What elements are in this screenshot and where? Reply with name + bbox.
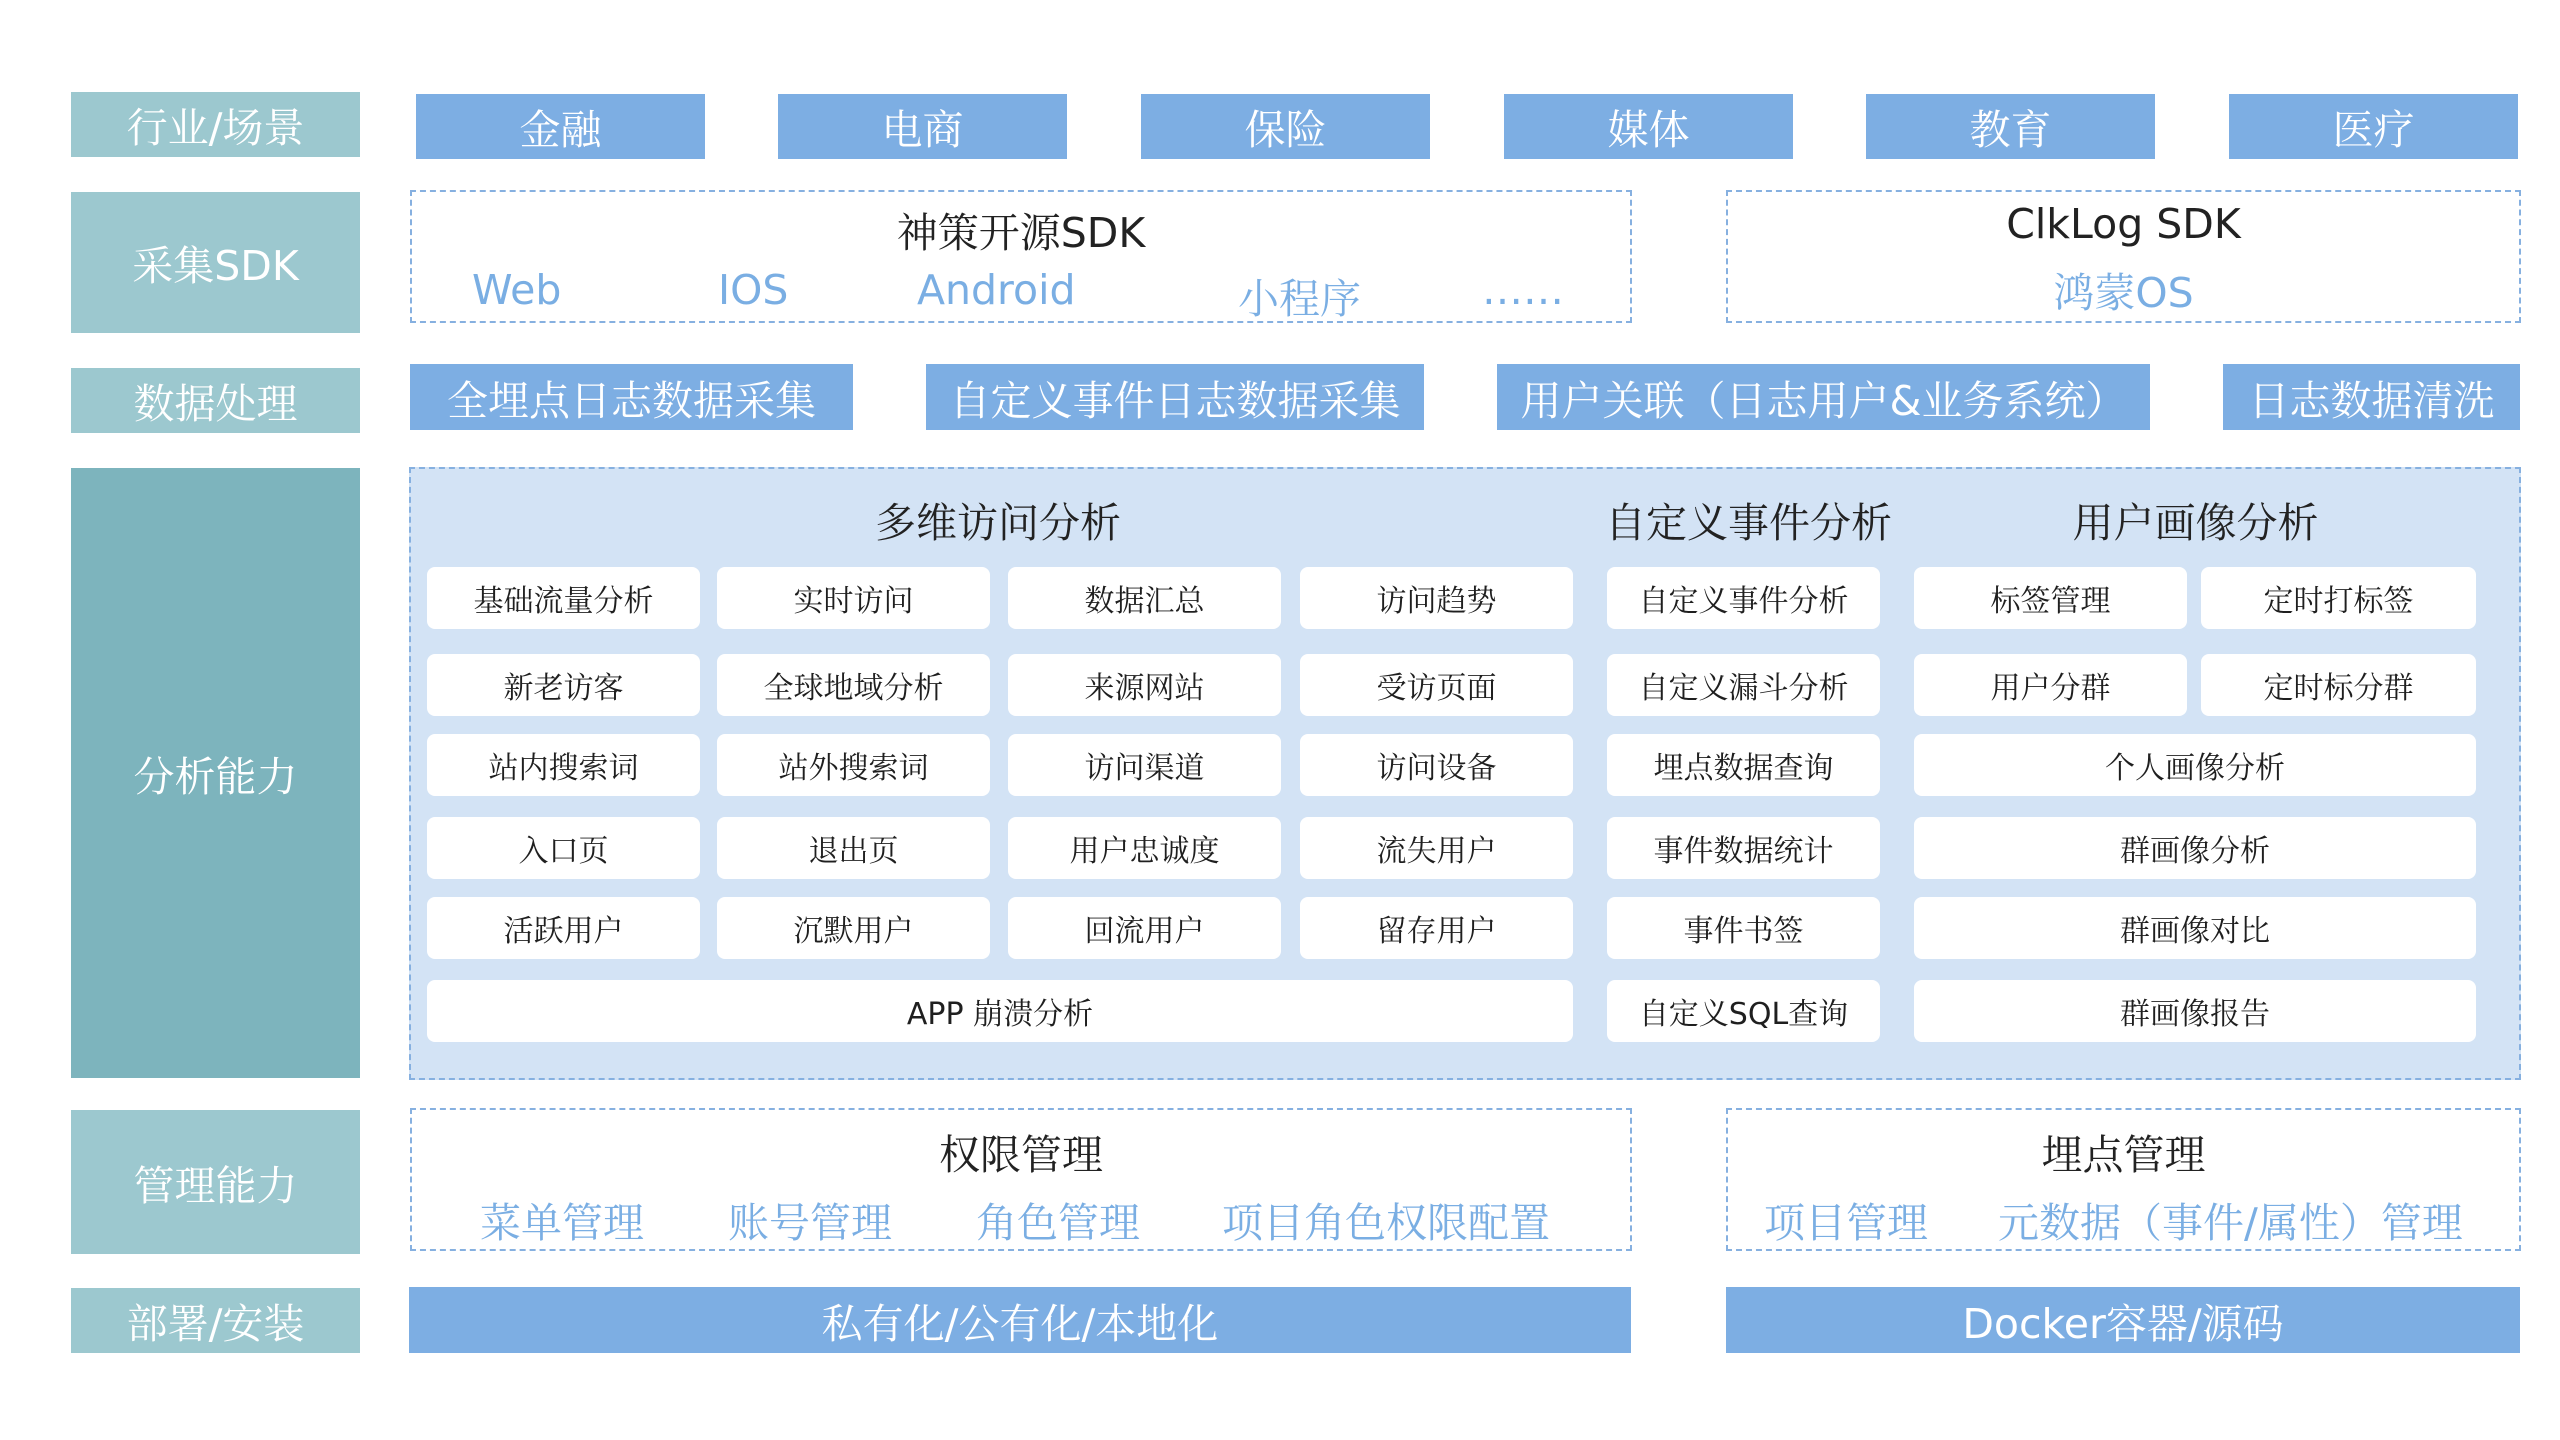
analysis-cell: 流失用户 [1300,817,1573,879]
industry-box: 保险 [1141,94,1430,159]
portrait-cell-wide: 群画像对比 [1914,897,2476,959]
analysis-cell: 访问设备 [1300,734,1573,796]
analysis-cell: 访问渠道 [1008,734,1281,796]
sdk-item: Web [472,266,562,314]
management-permission-box [410,1108,1632,1251]
processing-box: 全埋点日志数据采集 [410,364,853,430]
management-item: 项目角色权限配置 [1222,1199,1550,1247]
row-label-industry: 行业/场景 [71,92,360,157]
custom-event-cell: 自定义SQL查询 [1607,980,1880,1042]
sdk-item: Android [917,266,1076,314]
analysis-cell: 实时访问 [717,567,990,629]
custom-event-cell: 自定义漏斗分析 [1607,654,1880,716]
analysis-cell: 入口页 [427,817,700,879]
analysis-cell: 站内搜索词 [427,734,700,796]
portrait-cell: 定时标分群 [2201,654,2476,716]
row-label-management: 管理能力 [71,1110,360,1254]
custom-event-cell: 埋点数据查询 [1607,734,1880,796]
sdk-item: IOS [718,266,789,314]
analysis-cell: 回流用户 [1008,897,1281,959]
analysis-cell: 新老访客 [427,654,700,716]
row-label-analysis: 分析能力 [71,468,360,1078]
analysis-cell: 基础流量分析 [427,567,700,629]
analysis-cell: 活跃用户 [427,897,700,959]
management-tracking-title: 埋点管理 [2041,1131,2206,1179]
heading-user-portrait: 用户画像分析 [2072,499,2319,547]
processing-box: 用户关联（日志用户&业务系统） [1497,364,2150,430]
analysis-cell: 沉默用户 [717,897,990,959]
custom-event-cell: 事件书签 [1607,897,1880,959]
management-item: 元数据（事件/属性）管理 [1998,1199,2463,1247]
portrait-cell-wide: 群画像分析 [1914,817,2476,879]
deploy-box: 私有化/公有化/本地化 [409,1287,1631,1353]
heading-multi-access: 多维访问分析 [875,499,1121,547]
management-item: 项目管理 [1764,1199,1928,1247]
sdk-sensors-box [410,190,1632,323]
portrait-cell-wide: 个人画像分析 [1914,734,2476,796]
portrait-cell-wide: 群画像报告 [1914,980,2476,1042]
heading-custom-event: 自定义事件分析 [1605,499,1892,547]
industry-box: 媒体 [1504,94,1793,159]
sdk-clklog-box [1726,190,2521,323]
portrait-cell: 用户分群 [1914,654,2187,716]
row-label-sdk: 采集SDK [71,192,360,333]
processing-box: 日志数据清洗 [2223,364,2520,430]
management-permission-title: 权限管理 [939,1131,1103,1179]
analysis-cell: 访问趋势 [1300,567,1573,629]
processing-box: 自定义事件日志数据采集 [926,364,1424,430]
deploy-box: Docker容器/源码 [1726,1287,2520,1353]
sdk-clklog-title: ClkLog SDK [2006,200,2241,248]
custom-event-cell: 自定义事件分析 [1607,567,1880,629]
industry-box: 金融 [416,94,705,159]
analysis-cell: 退出页 [717,817,990,879]
sdk-item: …… [1482,266,1564,314]
sdk-item: 小程序 [1238,275,1361,323]
analysis-cell: 受访页面 [1300,654,1573,716]
industry-box: 教育 [1866,94,2155,159]
portrait-cell: 标签管理 [1914,567,2187,629]
row-label-deploy: 部署/安装 [71,1288,360,1353]
portrait-cell: 定时打标签 [2201,567,2476,629]
custom-event-cell: 事件数据统计 [1607,817,1880,879]
analysis-cell: 数据汇总 [1008,567,1281,629]
management-item: 账号管理 [728,1199,892,1247]
analysis-cell: 留存用户 [1300,897,1573,959]
sdk-item: 鸿蒙OS [2053,269,2194,317]
industry-box: 电商 [778,94,1067,159]
management-tracking-box [1726,1108,2521,1251]
analysis-cell-wide: APP 崩溃分析 [427,980,1573,1042]
analysis-cell: 站外搜索词 [717,734,990,796]
analysis-cell: 用户忠诚度 [1008,817,1281,879]
analysis-cell: 来源网站 [1008,654,1281,716]
analysis-cell: 全球地域分析 [717,654,990,716]
management-item: 菜单管理 [480,1199,644,1247]
management-item: 角色管理 [976,1199,1140,1247]
row-label-processing: 数据处理 [71,368,360,433]
industry-box: 医疗 [2229,94,2518,159]
sdk-sensors-title: 神策开源SDK [896,209,1146,257]
